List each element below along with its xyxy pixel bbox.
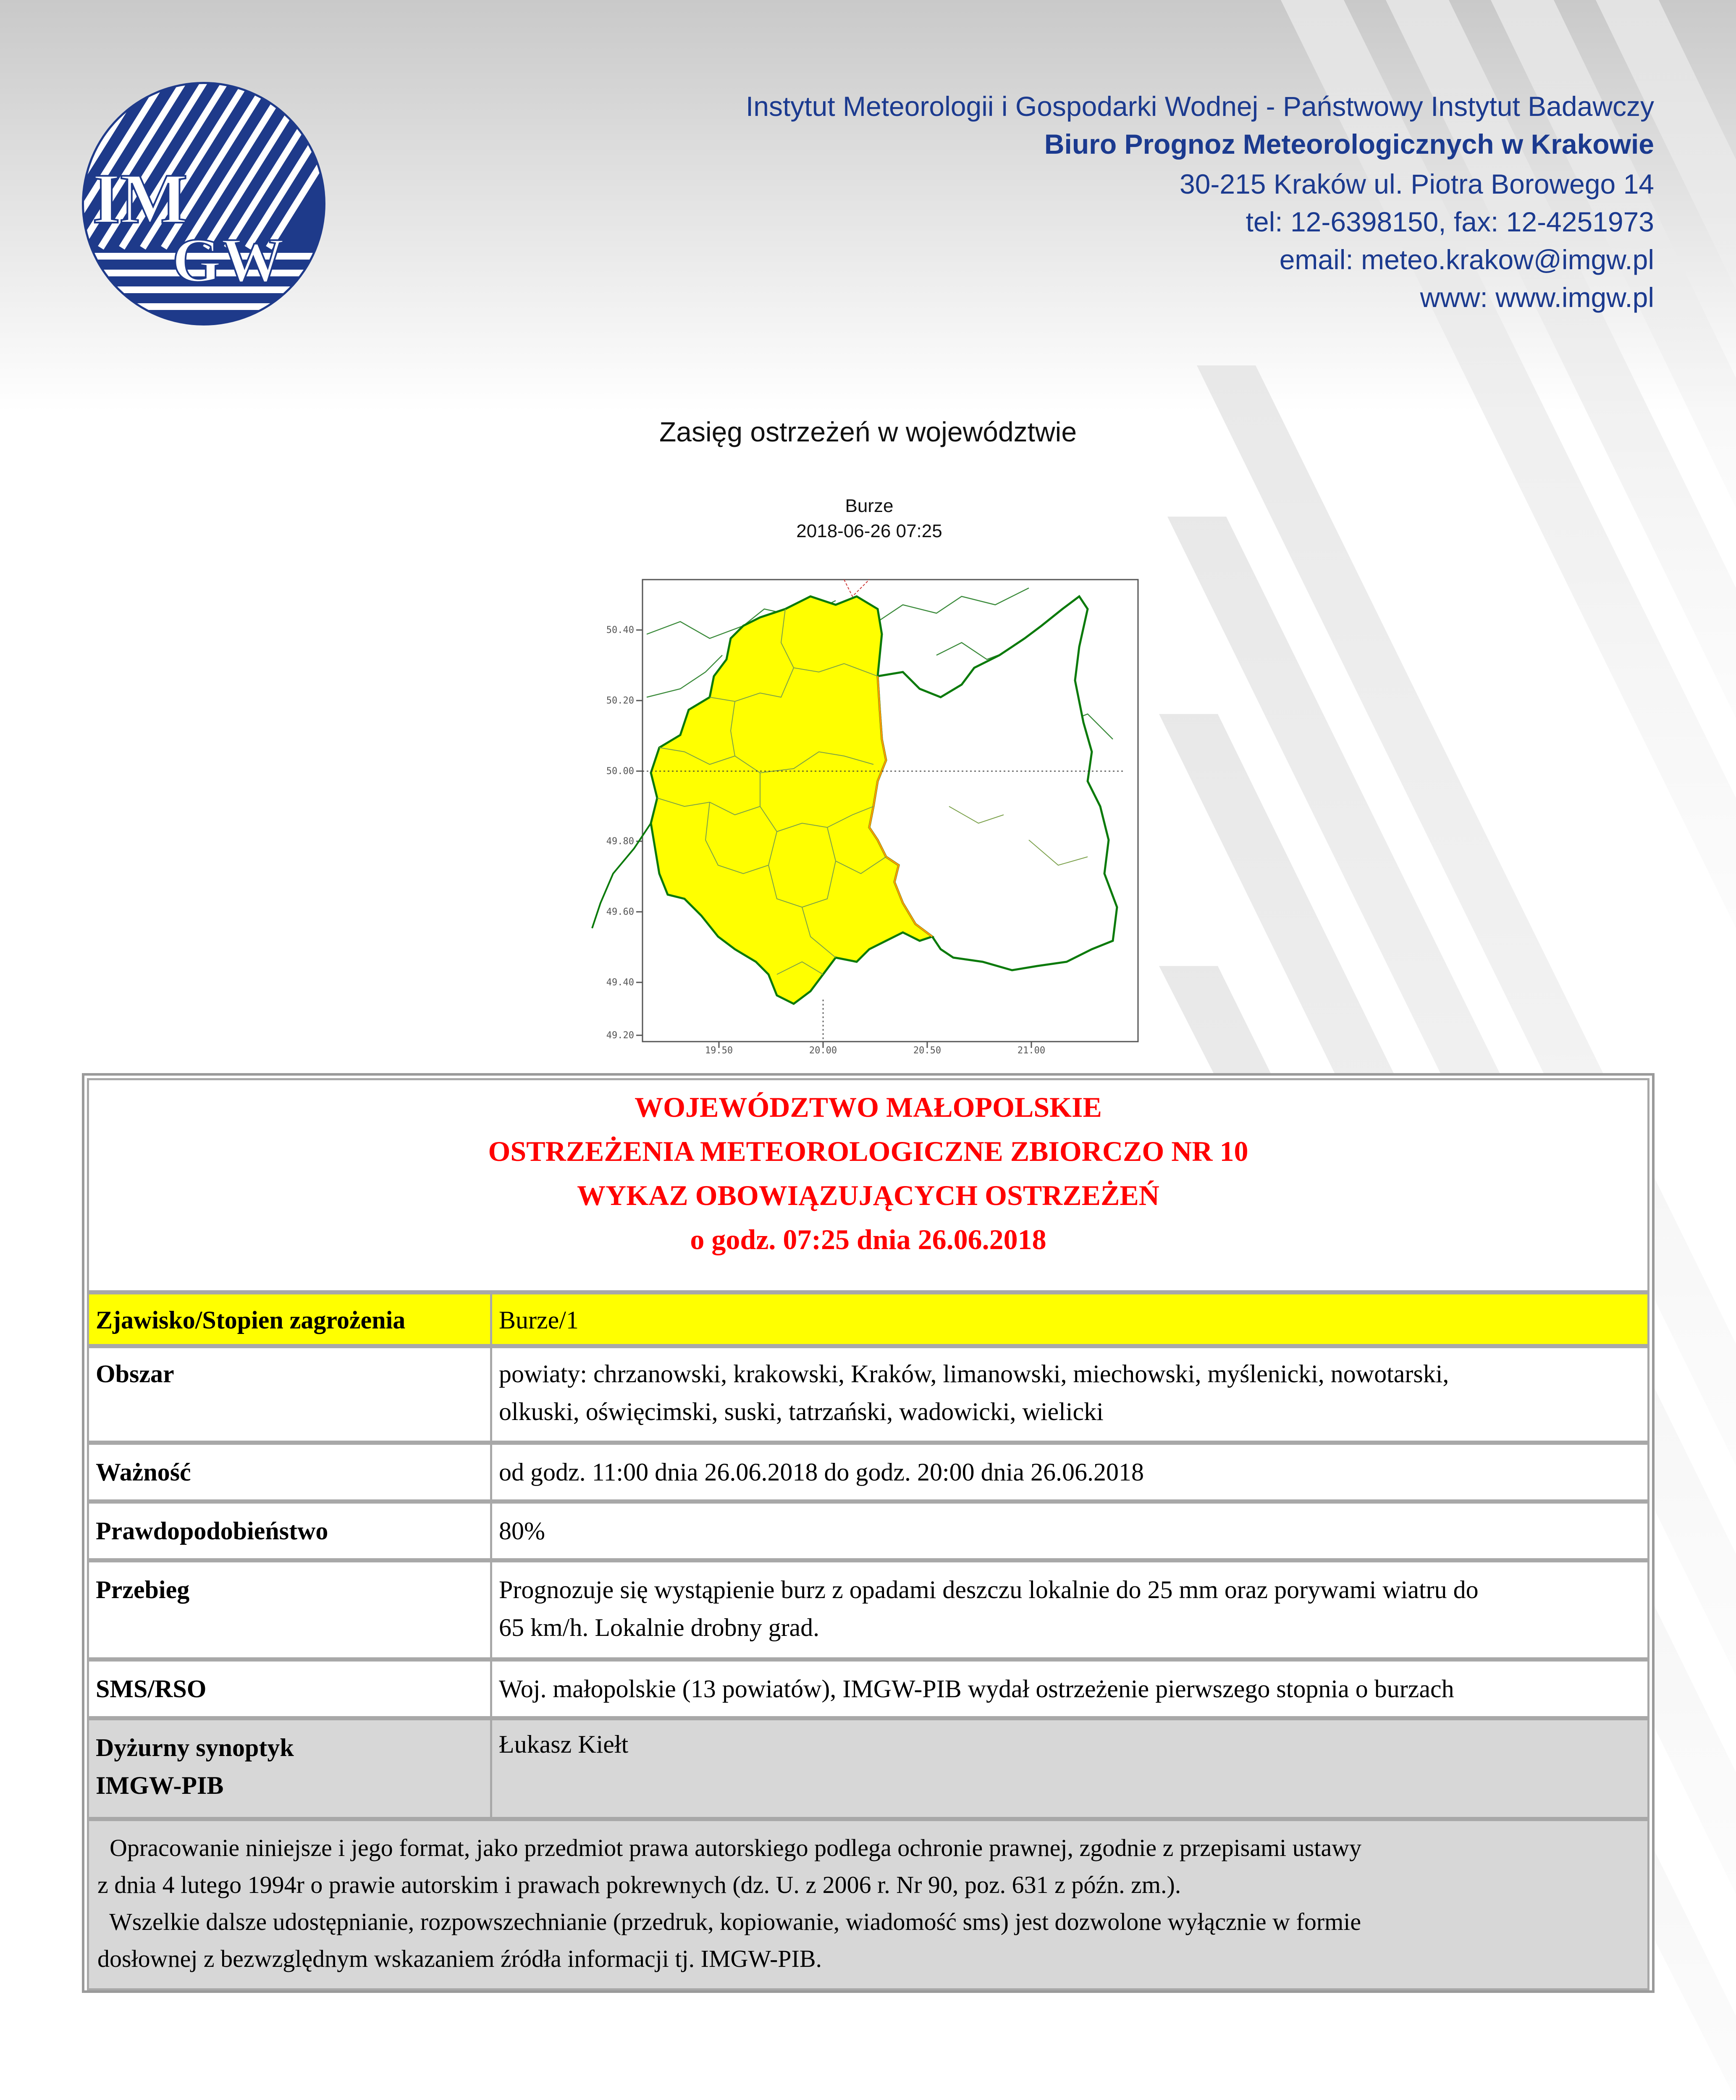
phone-fax: tel: 12-6398150, fax: 12-4251973: [1246, 206, 1654, 237]
address: 30-215 Kraków ul. Piotra Borowego 14: [1180, 168, 1654, 200]
x-tick-label: 20.00: [809, 1045, 837, 1054]
map-datetime: 2018-06-26 07:25: [796, 521, 942, 541]
imgw-logo: [80, 80, 328, 328]
website: www: www.imgw.pl: [1420, 282, 1654, 313]
table-title-1: WOJEWÓDZTWO MAŁOPOLSKIE: [635, 1091, 1102, 1123]
table-title-4: o godz. 07:25 dnia 26.06.2018: [690, 1223, 1046, 1255]
row-label: Przebieg: [89, 1562, 492, 1657]
row-label: Obszar: [89, 1348, 492, 1441]
row-value: Burze/1: [499, 1306, 579, 1334]
x-tick-label: 21.00: [1017, 1045, 1046, 1054]
x-tick-label: 19.50: [705, 1045, 733, 1054]
copyright-line: Opracowanie niniejsze i jego format, jako przedmiot prawa autorskiego podlega ochronie prawnej, zgodnie z przepisami ustawy: [97, 1834, 1362, 1861]
y-tick-label: 50.00: [606, 766, 634, 777]
table-footer: [87, 1819, 1649, 1990]
office-name: Biuro Prognoz Meteorologicznych w Krakowie: [1044, 129, 1654, 160]
x-tick-label: 20.50: [913, 1045, 941, 1054]
table-row: [87, 1718, 1649, 1819]
copyright-line: dosłownej z bezwzględnym wskazaniem źródła informacji tj. IMGW-PIB.: [97, 1945, 822, 1972]
warning-map: [584, 571, 1142, 1054]
section-title: Zasięg ostrzeżeń w województwie: [659, 416, 1077, 447]
row-value: od godz. 11:00 dnia 26.06.2018 do godz. 20:00 dnia 26.06.2018: [499, 1458, 1144, 1486]
row-label: Prawdopodobieństwo: [89, 1504, 492, 1558]
row-value: [492, 1348, 1647, 1441]
row-value-line: powiaty: chrzanowski, krakowski, Kraków, limanowski, miechowski, myślenicki, nowotarski,: [499, 1360, 1449, 1388]
institute-name: Instytut Meteorologii i Gospodarki Wodnej - Państwowy Instytut Badawczy: [745, 91, 1654, 122]
table-row: [87, 1659, 1649, 1718]
row-label: Ważność: [89, 1445, 492, 1499]
y-tick-label: 49.20: [606, 1030, 634, 1041]
row-label: Zjawisko/Stopien zagrożenia: [89, 1294, 492, 1344]
row-value: Woj. małopolskie (13 powiatów), IMGW-PIB wydał ostrzeżenie pierwszego stopnia o burzach: [499, 1675, 1454, 1703]
row-label: SMS/RSO: [89, 1662, 492, 1716]
copyright-line: z dnia 4 lutego 1994r o prawie autorskim i prawach pokrewnych (dz. U. z 2006 r. Nr 90, poz. 631 z późn. zm.).: [97, 1871, 1181, 1898]
y-tick-label: 50.40: [606, 625, 634, 635]
row-value: [492, 1562, 1647, 1657]
table-title-3: WYKAZ OBOWIĄZUJĄCYCH OSTRZEŻEŃ: [577, 1179, 1159, 1211]
table-header: [87, 1078, 1649, 1292]
row-label: [89, 1720, 492, 1817]
row-value-line: 65 km/h. Lokalnie drobny grad.: [499, 1614, 820, 1641]
table-row: [87, 1346, 1649, 1443]
row-label-line: Dyżurny synoptyk: [96, 1734, 294, 1761]
table-row: [87, 1560, 1649, 1659]
table-title-2: OSTRZEŻENIA METEOROLOGICZNE ZBIORCZO NR 10: [488, 1135, 1248, 1167]
map-title: Burze: [845, 496, 894, 516]
row-value-line: olkuski, oświęcimski, suski, tatrzański, wadowicki, wielicki: [499, 1398, 1104, 1425]
y-tick-label: 50.20: [606, 696, 634, 706]
warning-table: [82, 1073, 1655, 1993]
table-row: [87, 1292, 1649, 1346]
y-tick-label: 49.60: [606, 907, 634, 917]
table-row: [87, 1502, 1649, 1560]
row-value: 80%: [499, 1517, 545, 1545]
logo-text-1: IM: [92, 159, 188, 238]
row-label-line: IMGW-PIB: [96, 1772, 224, 1799]
y-tick-label: 49.80: [606, 836, 634, 847]
table-row: [87, 1443, 1649, 1502]
row-value: Łukasz Kiełt: [499, 1730, 629, 1758]
y-tick-label: 49.40: [606, 977, 634, 988]
email: email: meteo.krakow@imgw.pl: [1279, 244, 1654, 275]
logo-text-2: GW: [172, 226, 284, 295]
row-value-line: Prognozuje się wystąpienie burz z opadami deszczu lokalnie do 25 mm oraz porywami wiatru do: [499, 1576, 1479, 1604]
copyright-line: Wszelkie dalsze udostępnianie, rozpowszechnianie (przedruk, kopiowanie, wiadomość sms) jest dozwolone wyłącznie w formie: [97, 1908, 1361, 1935]
